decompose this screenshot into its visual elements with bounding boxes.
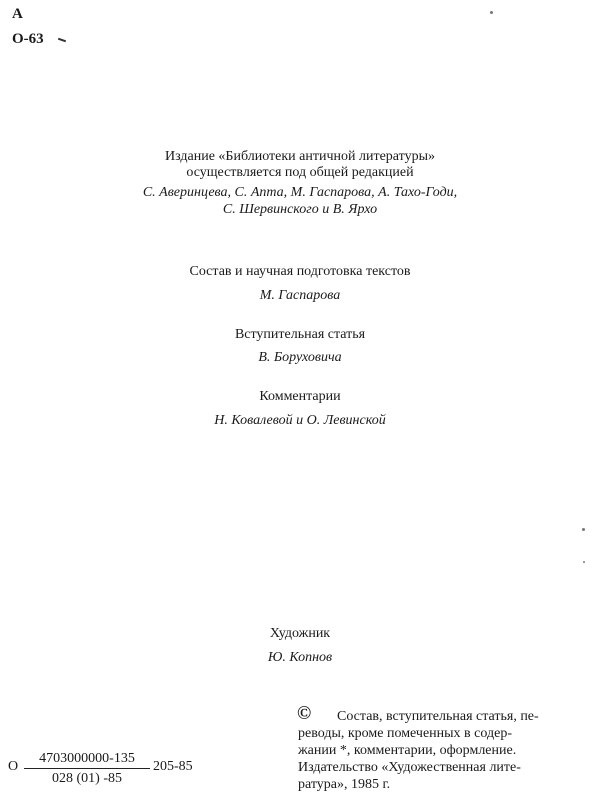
credit-role-commentary: Комментарии [259,389,341,404]
scan-speck [583,561,585,563]
scan-speck [582,528,585,531]
index-letter: О [8,759,19,774]
catalog-code: О-63 [12,31,44,47]
copyright-line-2: реводы, кроме помеченных в содер- [298,726,512,741]
credit-role-intro: Вступительная статья [234,327,366,342]
copyright-line-1: Состав, вступительная статья, пе- [337,709,539,724]
fraction-bar [24,768,150,769]
scan-speck [490,11,493,14]
copyright-line-5: ратура», 1985 г. [298,777,391,792]
index-denominator: 028 (01) -85 [52,771,122,786]
credit-name-commentary: Н. Ковалевой и О. Левинской [214,413,386,428]
series-line-2: осуществляется под общей редакцией [186,165,414,180]
copyright-line-3: жании *, комментарии, оформление. [298,743,517,758]
catalog-letter: А [12,6,23,22]
index-code: 205-85 [153,759,193,774]
credit-role-texts: Состав и научная подготовка текстов [189,264,411,279]
copyright-line-4: Издательство «Художественная лите- [298,760,521,775]
editors-line-2: С. Шервинского и В. Ярхо [222,202,378,217]
editors-line-1: С. Аверинцева, С. Апта, М. Гаспарова, А. Тахо-Годи, [142,185,458,200]
copyright-icon: © [297,703,312,724]
index-numerator: 4703000000-135 [39,751,135,766]
credit-name-texts: М. Гаспарова [259,288,341,303]
artist-role: Художник [269,626,331,641]
artist-name: Ю. Копнов [267,650,333,665]
stray-mark [58,38,66,43]
credit-name-intro: В. Боруховича [258,350,342,365]
series-line-1: Издание «Библиотеки античной литературы» [165,149,435,164]
